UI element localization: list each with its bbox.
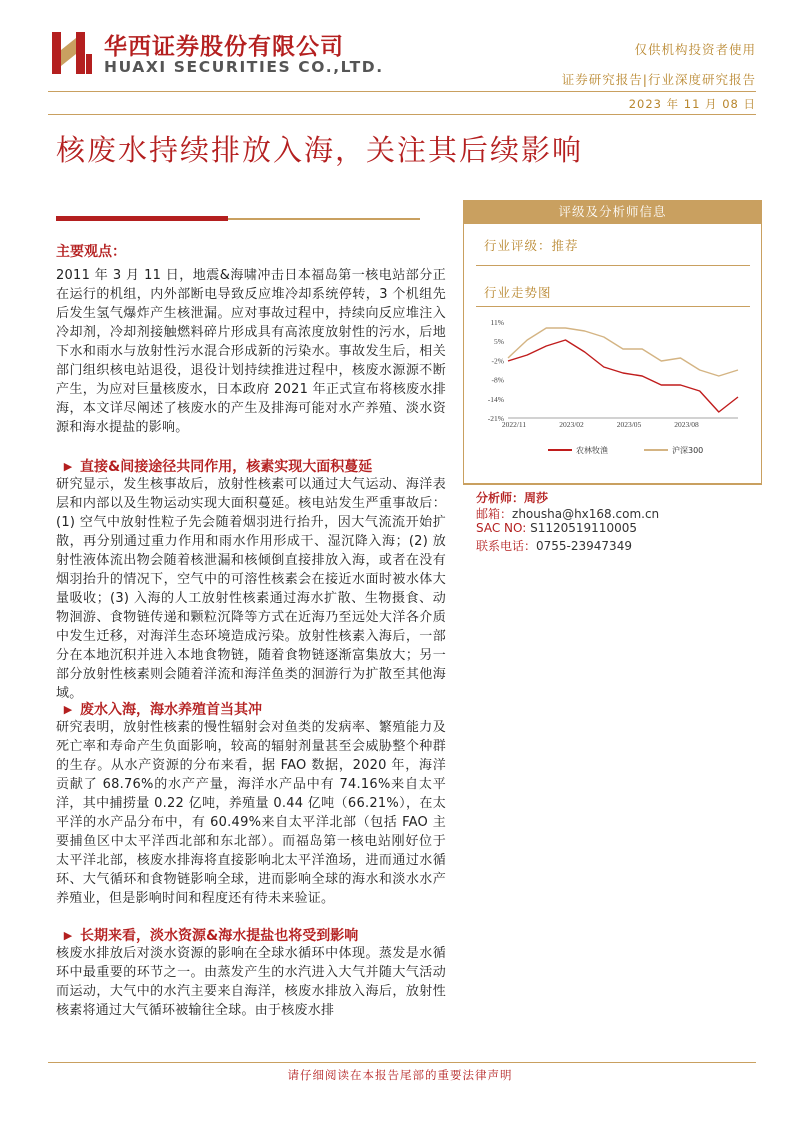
report-type: 证券研究报告|行业深度研究报告 xyxy=(561,72,756,87)
x-tick-label: 2022/11 xyxy=(501,420,527,429)
section-heading xyxy=(56,456,446,476)
company-name-cn: 华西证券股份有限公司 xyxy=(104,34,344,60)
analyst-name: 分析师：周莎 xyxy=(476,491,549,505)
report-title: 核废水持续排放入海，关注其后续影响 xyxy=(56,133,584,167)
main-points-heading: 主要观点： xyxy=(56,244,126,260)
x-tick-label: 2023/08 xyxy=(674,420,699,429)
section-paragraph: 核废水排放后对淡水资源的影响在全球水循环中体现。蒸发是水循环中最重要的环节之一。由蒸发产生的水汽进入大气并随大气活动而运动，大气中的水汽主要来自海洋，核废水排放入海后，放射性核素将通过大气循环被输往全球。由于核废水排 xyxy=(56,946,446,1018)
analyst-phone-row xyxy=(476,537,632,554)
footer-divider xyxy=(48,1062,756,1063)
industry-trend-chart xyxy=(476,312,752,464)
series-line xyxy=(508,328,738,376)
report-date: 2023 年 11 月 08 日 xyxy=(628,97,756,111)
section-heading xyxy=(56,925,446,945)
legend-label: 沪深300 xyxy=(672,446,704,455)
phone-key: 联系电话： xyxy=(476,539,537,553)
huaxi-logo-icon xyxy=(52,32,92,74)
email-key: 邮箱： xyxy=(476,507,513,521)
title-accent-bar xyxy=(56,216,228,221)
y-tick-label: -14% xyxy=(487,394,504,404)
company-name-en: HUAXI SECURITIES CO.,LTD. xyxy=(104,58,384,76)
triangle-bullet-icon: ▶ xyxy=(63,929,73,942)
sidebar-divider xyxy=(476,306,750,307)
header-divider xyxy=(48,91,756,92)
triangle-bullet-icon: ▶ xyxy=(63,460,73,473)
audience-note: 仅供机构投资者使用 xyxy=(634,42,756,57)
section-heading-text: 长期来看，淡水资源&海水提盐也将受到影响 xyxy=(80,928,359,944)
x-tick-label: 2023/02 xyxy=(559,420,584,429)
y-tick-label: -2% xyxy=(491,356,504,366)
analyst-email-row xyxy=(476,505,659,522)
analyst-email[interactable]: zhousha@hx168.com.cn xyxy=(512,507,660,521)
y-tick-label: 5% xyxy=(494,337,504,347)
trend-chart-label: 行业走势图 xyxy=(484,285,552,300)
analyst-sac: S1120519110005 xyxy=(530,521,637,535)
series-line xyxy=(508,340,738,412)
section-paragraph: 研究表明，放射性核素的慢性辐射会对鱼类的发病率、繁殖能力及死亡率和寿命产生负面影响，较高的辐射剂量甚至会威胁整个种群的生存。从水产资源的分布来看，据 FAO 数据，2020 年，海洋贡献了 68.76%的水产产量，海洋水产品中有 74.16%来自太平洋，其中捕捞量 0.22 亿吨，养殖量 0.44 亿吨（66.21%），在太平洋的水产品分布中，有 60.49%来自太平洋北部（包括 FAO 主要捕鱼区中太平洋西北部和东北部）。而福岛第一核电站刚好位于太平洋北部，核废水排海将直接影响北太平洋渔场，进而通过水循环、大气循环和食物链影响全球，进而影响全球的海水和淡水水产养殖业，但是影响时间和程度还有待未来验证。 xyxy=(56,720,446,906)
analyst-sac-row xyxy=(476,521,637,535)
y-tick-label: -21% xyxy=(487,414,504,423)
analyst-phone: 0755-23947349 xyxy=(536,539,632,553)
header-divider-2 xyxy=(48,114,756,115)
sidebar-header: 评级及分析师信息 xyxy=(463,200,762,224)
triangle-bullet-icon: ▶ xyxy=(63,703,73,716)
legend-label: 农林牧渔 xyxy=(576,446,608,455)
footer-disclaimer: 请仔细阅读在本报告尾部的重要法律声明 xyxy=(287,1068,513,1082)
x-tick-label: 2023/05 xyxy=(616,420,642,429)
industry-rating: 行业评级：推荐 xyxy=(484,238,579,253)
section-heading-text: 直接&间接途径共同作用，核素实现大面积蔓延 xyxy=(80,459,373,475)
sidebar-divider xyxy=(476,265,750,266)
sac-key: SAC NO: xyxy=(476,521,531,535)
y-tick-label: 11% xyxy=(490,318,504,327)
section-heading-text: 废水入海，海水养殖首当其冲 xyxy=(80,702,262,718)
analyst-divider xyxy=(463,484,762,485)
section-heading xyxy=(56,699,446,719)
title-accent-line xyxy=(228,218,420,220)
section-paragraph: 研究显示，发生核事故后，放射性核素可以通过大气运动、海洋表层和内部以及生物运动实现大面积蔓延。核电站发生严重事故后：(1) 空气中放射性粒子先会随着烟羽进行抬升，因大气流流开始扩散，再分别通过重力作用和雨水作用形成干、湿沉降入海；(2) 放射性液体流出物会随着核泄漏和核倾倒直接排放入海，或者在没有烟羽抬升的情况下，空气中的可溶性核素会在接近水面时被水体大量吸收；(3) 入海的人工放射性核素通过海水扩散、生物摄食、动物洄游、食物链传递和颗粒沉降等方式在近海乃至远处大洋各介质中发生迁移，对海洋生态环境造成污染。放射性核素入海后，一部分在本地沉积并进入本地食物链，随着食物链逐渐富集放大；另一部分放射性核素则会随着洋流和海洋鱼类的洄游行为扩散至其他海域。 xyxy=(56,477,446,701)
y-tick-label: -8% xyxy=(491,375,504,385)
intro-paragraph: 2011 年 3 月 11 日，地震&海啸冲击日本福岛第一核电站部分正在运行的机组，内外部断电导致反应堆冷却系统停转，3 个机组先后发生氢气爆炸产生核泄漏。应对事故过程中，持续向反应堆注入冷却剂，冷却剂接触燃料碎片形成具有高浓度放射性的污水，后地下水和雨水与放射性污水混合形成新的污染水。事故发生后，相关部门组织核电站退役，退役计划持续推进过程中，核废水源源不断产生，为应对巨量核废水，日本政府 2021 年正式宣布将核废水排海，本文详尽阐述了核废水的产生及排海可能对水产养殖、淡水资源和海水提盐的影响。 xyxy=(56,268,446,435)
